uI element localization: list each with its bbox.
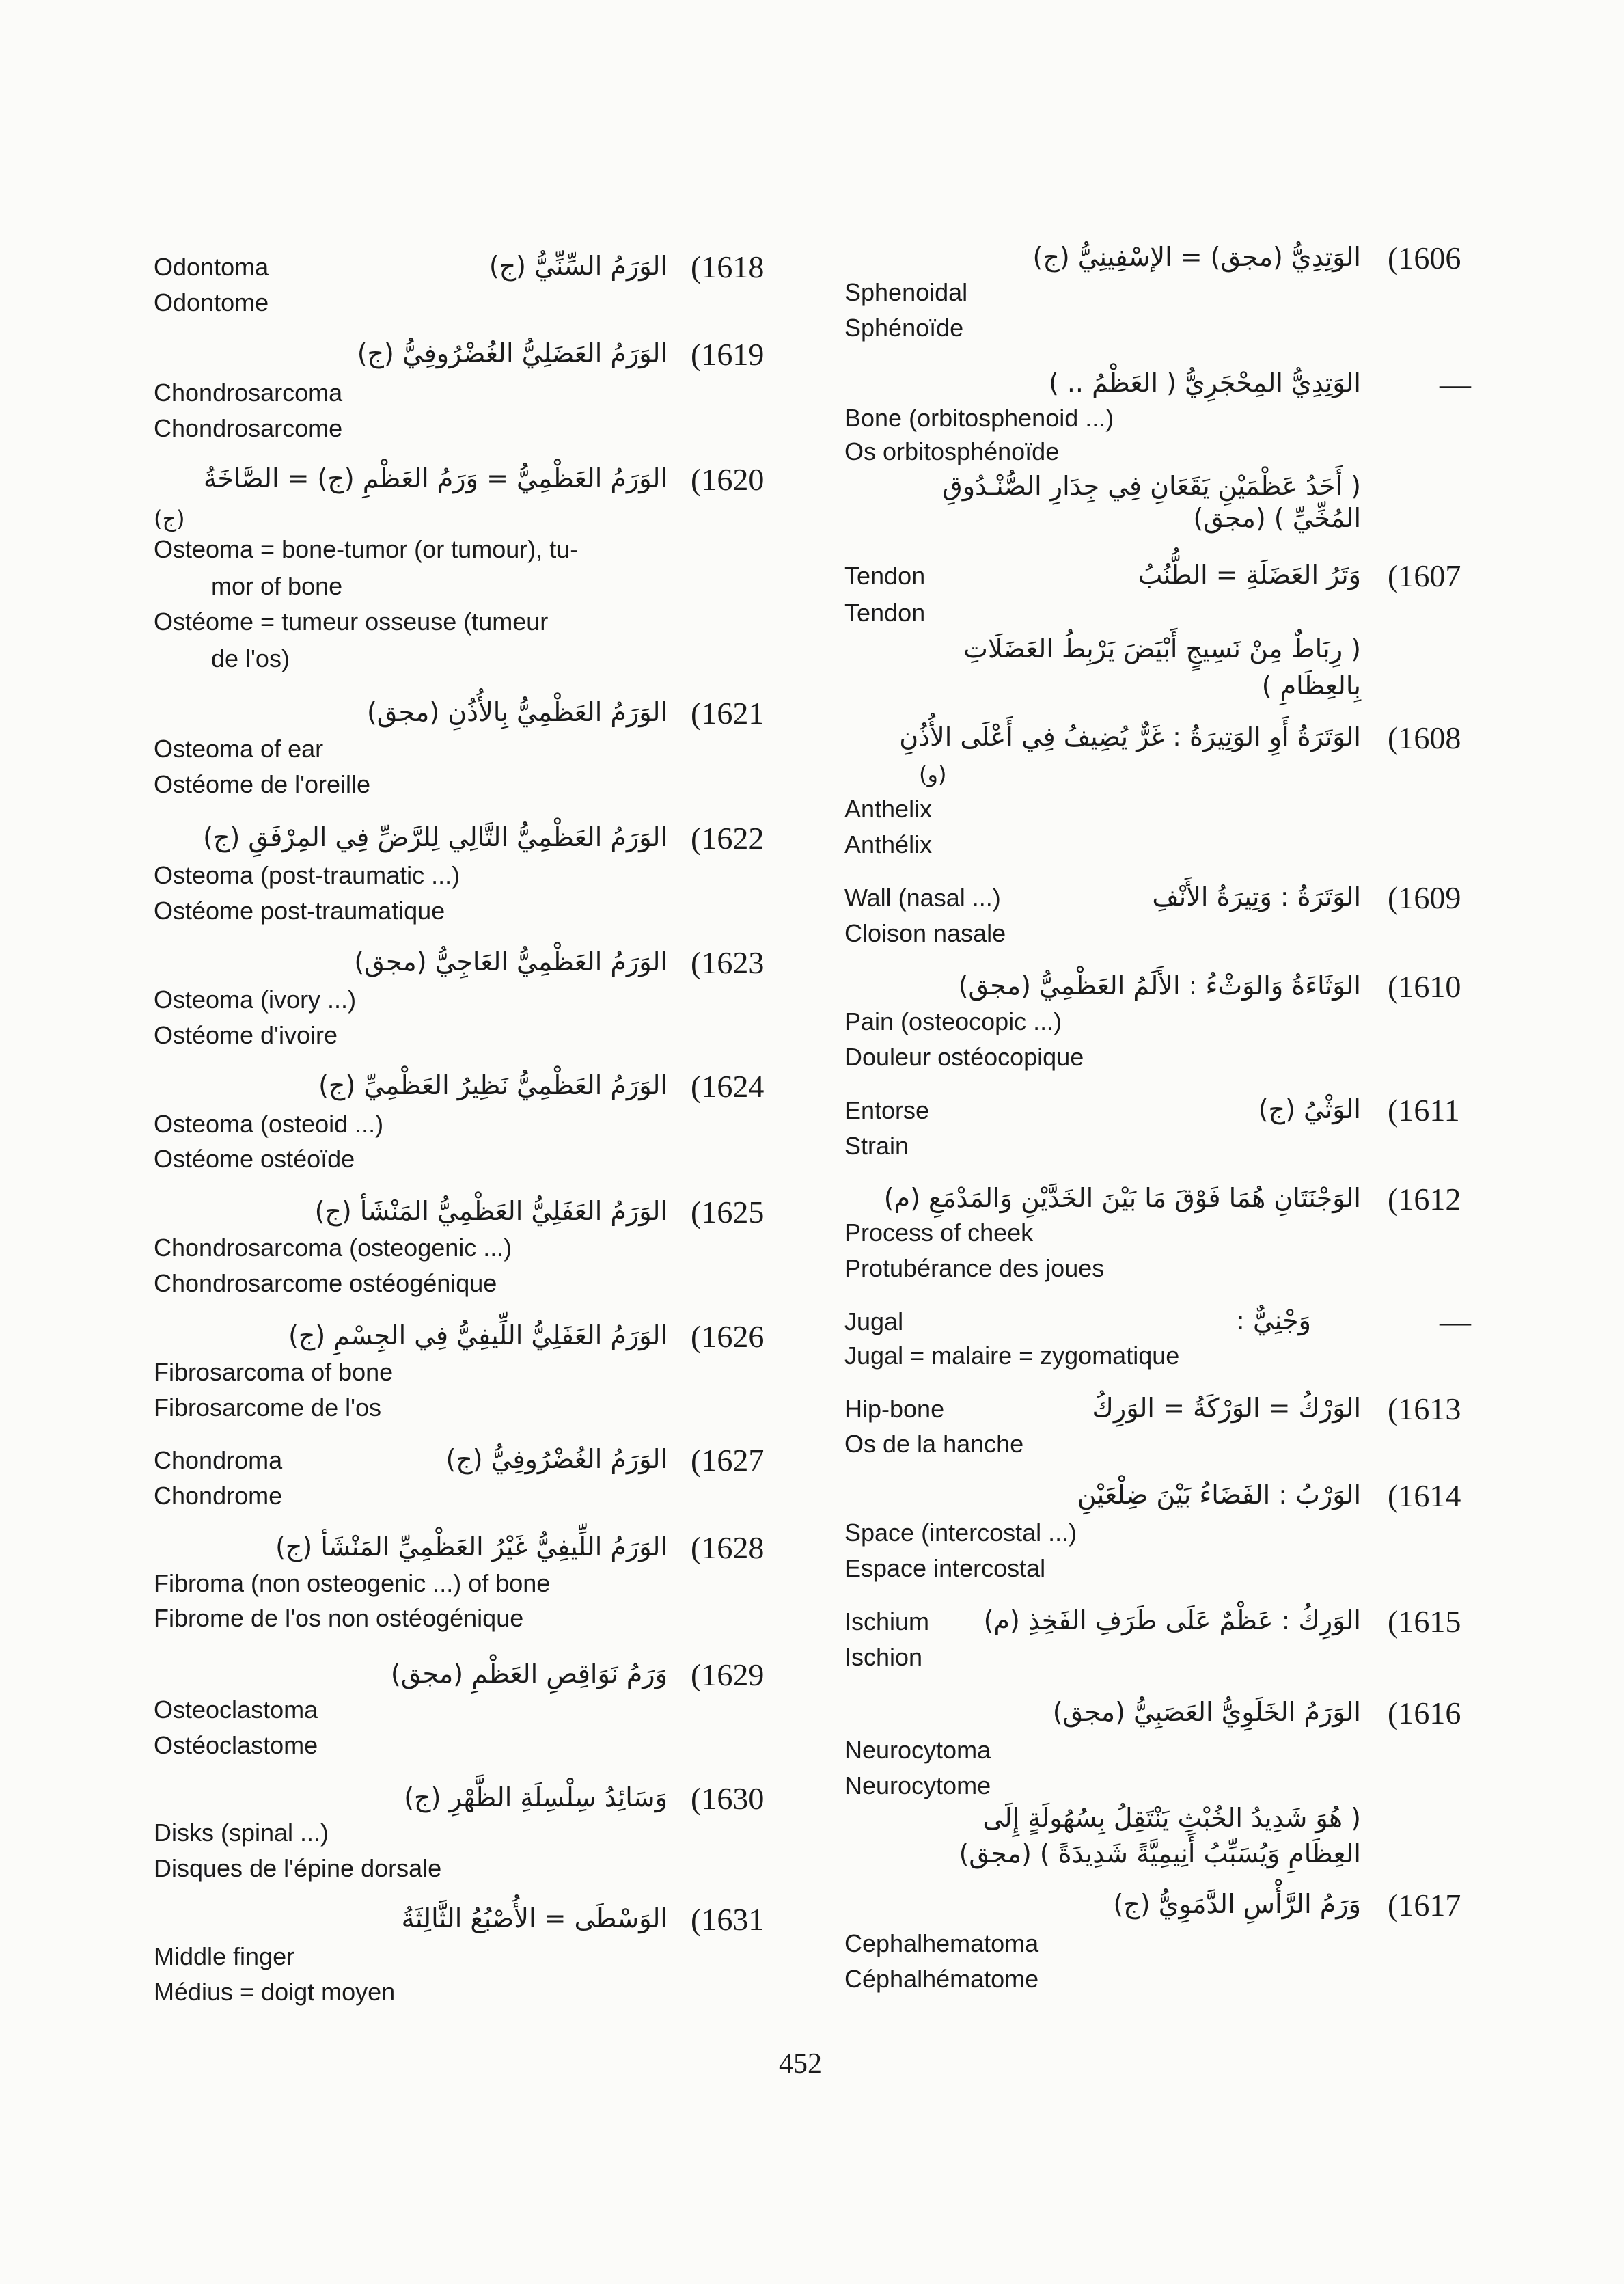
entry-number: (1625 <box>691 1195 765 1229</box>
arabic-term: الوَرَمُ العَظْمِيُّ العَاجِيُّ (مجق) <box>354 947 668 977</box>
arabic-term: الوَرْبُ : الفَضَاءُ بَيْنَ ضِلْعَيْنِ <box>1077 1480 1361 1510</box>
french-term: Chondrosarcome ostéogénique <box>154 1269 497 1297</box>
french-term: Ostéome de l'oreille <box>154 770 371 798</box>
english-term: Chondrosarcoma <box>154 379 343 407</box>
entry-number: (1617 <box>1388 1888 1461 1922</box>
arabic-term: الوَتَرَةُ : وَتِيرَةُ الأَنْفِ <box>1152 882 1361 912</box>
entry-number: (1612 <box>1388 1182 1461 1216</box>
entry-number: (1630 <box>691 1781 765 1816</box>
english-term-continued: mor of bone <box>211 572 343 600</box>
arabic-term: الوَرَمُ العَظْمِيُّ = وَرَمُ العَظْمِ (ج) = الصَّاخَةُ <box>203 463 668 493</box>
french-term: Ostéoclastome <box>154 1731 318 1759</box>
french-term: Ostéome d'ivoire <box>154 1021 338 1049</box>
entry-number: (1616 <box>1388 1696 1461 1730</box>
entry-number: (1607 <box>1388 558 1461 593</box>
english-term: Tendon <box>844 562 926 590</box>
english-term: Osteoclastoma <box>154 1696 318 1724</box>
arabic-term: الوَتِدِيُّ المِحْجَرِيُّ ( العَظْمُ .. ) <box>1048 368 1361 398</box>
entry-number: (1611 <box>1388 1093 1460 1128</box>
english-term: Chondrosarcoma (osteogenic ...) <box>154 1234 512 1262</box>
arabic-term: الوَرِكُ : عَظْمٌ عَلَى طَرَفِ الفَخِذِ (م) <box>983 1605 1361 1635</box>
french-term-continued: de l'os) <box>211 644 290 672</box>
english-term: Middle finger <box>154 1942 295 1970</box>
arabic-term: الوَرَمُ العَظْمِيُّ بِالأُذُنِ (مجق) <box>366 697 668 727</box>
french-term: Fibrosarcome de l'os <box>154 1393 381 1422</box>
english-term: Fibrosarcoma of bone <box>154 1358 394 1386</box>
french-term: Douleur ostéocopique <box>844 1043 1084 1071</box>
french-term: Médius = doigt moyen <box>154 1978 396 2006</box>
french-term: Os de la hanche <box>844 1430 1024 1458</box>
french-term: Chondrome <box>154 1482 283 1510</box>
english-term: Wall (nasal ...) <box>844 884 1001 912</box>
french-term: Céphalhématome <box>844 1965 1039 1993</box>
english-term: Osteoma = bone-tumor (or tumour), tu- <box>154 535 579 563</box>
entry-number: (1609 <box>1388 880 1461 915</box>
entry-number: (1628 <box>691 1530 765 1565</box>
entry-number: (1619 <box>691 337 765 372</box>
french-term: Tendon <box>844 599 926 627</box>
english-term: Jugal <box>844 1307 904 1335</box>
arabic-definition: ( هُوَ شَدِيدُ الخُبْثِ يَنْتَقِلُ بِسُهُولَةٍ إِلَى <box>982 1803 1361 1833</box>
entry-number: (1627 <box>691 1443 765 1478</box>
english-term: Sphenoidal <box>844 278 968 306</box>
arabic-term: وَتَرُ العَضَلَةِ = الطُّنُبُ <box>1138 560 1361 590</box>
english-term: Osteoma of ear <box>154 735 324 763</box>
french-term: Fibrome de l'os non ostéogénique <box>154 1604 524 1632</box>
entry-number: (1624 <box>691 1069 765 1104</box>
arabic-term: الوَتِدِيُّ (مجق) = الإسْفِينِيُّ (ج) <box>1032 242 1361 272</box>
french-term: Sphénoïde <box>844 314 964 342</box>
arabic-term: وَرَمُ نَوَاقِصِ العَظْمِ (مجق) <box>390 1659 668 1689</box>
entry-number: (1614 <box>1388 1478 1461 1513</box>
french-term: Ischion <box>844 1643 923 1671</box>
english-term: Ischium <box>844 1607 930 1635</box>
english-term: Space (intercostal ...) <box>844 1519 1077 1547</box>
entry-number: (1622 <box>691 821 765 856</box>
entry-number: (1618 <box>691 249 765 284</box>
french-term: Anthélix <box>844 830 933 858</box>
arabic-term: الوَرَمُ العَظْمِيُّ نَظِيرُ العَظْمِيِّ (ج) <box>318 1070 668 1100</box>
english-term: Entorse <box>844 1096 930 1124</box>
french-term: Ostéome = tumeur osseuse (tumeur <box>154 608 549 636</box>
entry-number: (1626 <box>691 1319 765 1354</box>
french-term: Espace intercostal <box>844 1554 1046 1582</box>
entry-number: (1623 <box>691 945 765 980</box>
arabic-term: الوَرَمُ العَفَلِيُّ العَظْمِيُّ المَنْشَأ (ج) <box>314 1196 668 1226</box>
english-term: Neurocytoma <box>844 1736 991 1764</box>
english-term: Bone (orbitosphenoid ...) <box>844 404 1114 432</box>
subentry-dash: — <box>1440 366 1471 401</box>
arabic-term: الوَرَمُ العَفَلِيُّ اللِّيفِيُّ فِي الجِسْمِ (ج) <box>288 1320 668 1350</box>
subentry-dash: — <box>1440 1304 1471 1339</box>
arabic-term: وَسَائِدُ سِلْسِلَةِ الظَّهْرِ (ج) <box>404 1782 668 1812</box>
french-term: Protubérance des joues <box>844 1254 1105 1282</box>
entry-number: (1606 <box>1388 241 1461 275</box>
arabic-term: الوَرَمُ اللِّيفِيُّ غَيْرُ العَظْمِيِّ المَنْشَأ (ج) <box>275 1532 668 1562</box>
arabic-term: الوَتَرَةُ أَوِ الوَتِيرَةُ : غَرٌّ يُضِيفُ فِي أَعْلَى الأُذُنِ <box>899 722 1361 752</box>
english-term: Chondroma <box>154 1446 283 1474</box>
arabic-term: الوَجْنَتَانِ هُمَا فَوْقَ مَا بَيْنَ الخَدَّيْنِ وَالمَدْمَعِ (م) <box>883 1183 1361 1213</box>
entry-number: (1610 <box>1388 969 1461 1004</box>
arabic-term: الوَثَاءَةُ وَالوَثْءُ : الأَلَمُ العَظْمِيُّ (مجق) <box>958 970 1361 1001</box>
english-term: Disks (spinal ...) <box>154 1819 329 1847</box>
arabic-term: الوَسْطَى = الأُصْبُعُ الثَّالِثَةُ <box>401 1903 668 1933</box>
entry-number: (1608 <box>1388 720 1461 755</box>
entry-number: (1621 <box>691 696 765 731</box>
arabic-definition: ( رِبَاطٌ مِنْ نَسِيجٍ أَبْيَضَ يَرْبِطُ العَضَلَاتِ <box>963 634 1361 664</box>
arabic-term: الوَثْيُ (ج) <box>1258 1094 1361 1124</box>
english-term: Cephalhematoma <box>844 1929 1039 1957</box>
french-term: Jugal = malaire = zygomatique <box>844 1342 1180 1370</box>
french-term: Disques de l'épine dorsale <box>154 1854 442 1882</box>
arabic-term: وَجْنِيٌّ : <box>1236 1305 1311 1335</box>
french-term: Chondrosarcome <box>154 414 343 442</box>
page-number: 452 <box>779 2048 822 2080</box>
french-term: Ostéome ostéoïde <box>154 1145 355 1173</box>
arabic-definition: العِظَامِ وَيُسَبِّبُ أَنِيمِيَّةً شَدِيدَةً ) (مجق) <box>959 1838 1361 1868</box>
entry-number: (1615 <box>1388 1604 1461 1639</box>
french-term: Cloison nasale <box>844 919 1006 947</box>
arabic-term: الوَرْكُ = الوَرْكَةُ = الوَرِكُ <box>1092 1393 1361 1423</box>
french-term: Neurocytome <box>844 1771 991 1799</box>
entry-number: (1629 <box>691 1657 765 1692</box>
arabic-term: الوَرَمُ السِّنِّيُّ (ج) <box>488 251 668 281</box>
entry-number: (1620 <box>691 462 765 497</box>
arabic-term: الوَرَمُ العَضَلِيُّ الغُضْرُوفِيُّ (ج) <box>357 338 668 368</box>
entry-number: (1613 <box>1388 1391 1461 1426</box>
arabic-definition: ( أَحَدُ عَظْمَيْنِ يَقَعَانِ فِي جِدَارِ الصُّنْـدُوقِ <box>942 471 1361 501</box>
french-term: Os orbitosphénoïde <box>844 437 1060 465</box>
french-term: Ostéome post-traumatique <box>154 897 445 925</box>
english-term: Fibroma (non osteogenic ...) of bone <box>154 1569 551 1597</box>
arabic-term: الوَرَمُ العَظْمِيُّ التَّالِي لِلرَّضِّ فِي المِرْفَقِ (ج) <box>203 822 668 852</box>
arabic-definition: بِالعِظَامِ ) <box>1261 670 1361 701</box>
arabic-term: وَرَمُ الرَّأْسِ الدَّمَوِيُّ (ج) <box>1113 1889 1361 1919</box>
english-term: Osteoma (ivory ...) <box>154 985 357 1014</box>
arabic-term: الوَرَمُ الغُضْرُوفِيُّ (ج) <box>445 1444 668 1474</box>
english-term: Anthelix <box>844 795 933 823</box>
source-mark: (و) <box>919 761 947 787</box>
french-term: Odontome <box>154 288 269 316</box>
english-term: Process of cheek <box>844 1219 1034 1247</box>
english-term: Hip-bone <box>844 1395 945 1423</box>
english-term: Osteoma (osteoid ...) <box>154 1110 384 1138</box>
english-term: Pain (osteocopic ...) <box>844 1007 1062 1035</box>
english-term: Osteoma (post-traumatic ...) <box>154 861 460 889</box>
arabic-term: الوَرَمُ الخَلَوِيُّ العَصَبِيُّ (مجق) <box>1052 1697 1361 1727</box>
french-term: Strain <box>844 1132 909 1160</box>
source-mark: (ج) <box>154 506 185 532</box>
english-term: Odontoma <box>154 253 269 281</box>
arabic-definition: المُخِّيِّ ) (مجق) <box>1193 503 1361 533</box>
entry-number: (1631 <box>691 1902 765 1937</box>
